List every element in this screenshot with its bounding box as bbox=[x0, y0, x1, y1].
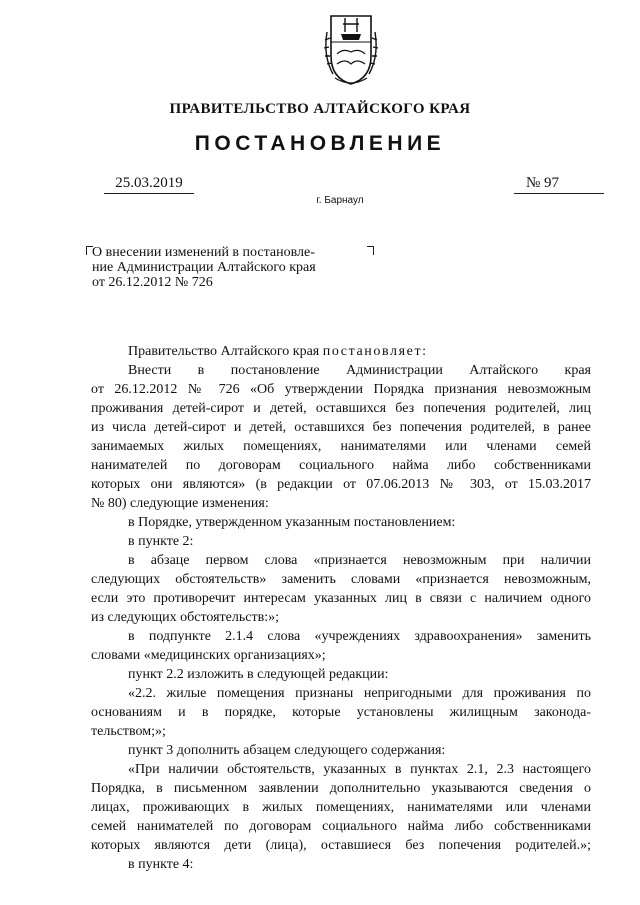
document-date: 25.03.2019 bbox=[115, 175, 183, 191]
body-line: следующих обстоятельств» заменить словами «признается невозможным, bbox=[91, 572, 591, 587]
body-line: № 80) следующие изменения: bbox=[91, 496, 269, 511]
resolution-intro-prefix: Правительство Алтайского края bbox=[128, 344, 323, 359]
body-line: Внести в постановление Администрации Алтайского края bbox=[128, 363, 591, 378]
body-line: пункт 2.2 изложить в следующей редакции: bbox=[128, 667, 389, 682]
body-line: в подпункте 2.1.4 слова «учреждениях здравоохранения» заменить bbox=[128, 629, 591, 644]
date-underline bbox=[104, 193, 194, 194]
body-line: проживания детей-сирот и детей, оставшихся без попечения родителей, лиц bbox=[91, 401, 591, 416]
body-line: занимаемых жилых помещениях, нанимателями или членами семей bbox=[91, 439, 591, 454]
body-line: если это противоречит интересам указанных лиц в связи с наличием одного bbox=[91, 591, 591, 606]
body-line: пункт 3 дополнить абзацем следующего содержания: bbox=[128, 743, 446, 758]
document-city: г. Барнаул bbox=[316, 195, 364, 206]
body-line: семей нанимателей по договорам социального найма либо собственниками bbox=[91, 819, 591, 834]
document-number: № 97 bbox=[526, 175, 560, 191]
document-type-title: ПОСТАНОВЛЕНИЕ bbox=[194, 132, 446, 155]
body-line: «2.2. жилые помещения признаны непригодными для проживания по bbox=[128, 686, 591, 701]
subject-bracket-right bbox=[367, 246, 374, 255]
subject-line: ние Администрации Алтайского края bbox=[92, 260, 316, 275]
body-line: тельством;»; bbox=[91, 724, 166, 739]
body-line: в пункте 2: bbox=[128, 534, 194, 549]
body-line: лицах, проживающих в жилых помещениях, нанимателями или членами bbox=[91, 800, 591, 815]
subject-line: от 26.12.2012 № 726 bbox=[92, 275, 213, 290]
body-line: которых они являются» (в редакции от 07.06.2013 № 303, от 15.03.2017 bbox=[91, 477, 591, 492]
body-line: из числа детей-сирот и детей, оставшихся без попечения родителей, в ранее bbox=[91, 420, 591, 435]
body-line: нанимателей по договорам социального найма либо собственниками bbox=[91, 458, 591, 473]
coat-of-arms-icon bbox=[323, 12, 379, 88]
resolution-verb: постановляет: bbox=[322, 344, 428, 359]
organization-title: ПРАВИТЕЛЬСТВО АЛТАЙСКОГО КРАЯ bbox=[169, 101, 471, 117]
body-line: от 26.12.2012 № 726 «Об утверждении Порядка признания невозможным bbox=[91, 382, 591, 397]
body-line: в Порядке, утвержденном указанным постановлением: bbox=[128, 515, 456, 530]
body-line: «При наличии обстоятельств, указанных в пунктах 2.1, 2.3 настоящего bbox=[128, 762, 591, 777]
body-line: словами «медицинских организациях»; bbox=[91, 648, 326, 663]
subject-line: О внесении изменений в постановле- bbox=[92, 245, 315, 260]
number-underline bbox=[514, 193, 604, 194]
body-line: из следующих обстоятельств:»; bbox=[91, 610, 279, 625]
resolution-intro bbox=[128, 344, 428, 360]
body-line: Порядка, в письменном заявлении дополнительно указываются сведения о bbox=[91, 781, 591, 796]
document-subject bbox=[92, 245, 362, 290]
body-line: которых являются дети (лица), оставшиеся без попечения родителей.»; bbox=[91, 838, 591, 853]
body-line: в абзаце первом слова «признается невозможным при наличии bbox=[128, 553, 591, 568]
body-line: основаниям и в порядке, которые установлены жилищным законода- bbox=[91, 705, 591, 720]
body-line: в пункте 4: bbox=[128, 857, 194, 872]
